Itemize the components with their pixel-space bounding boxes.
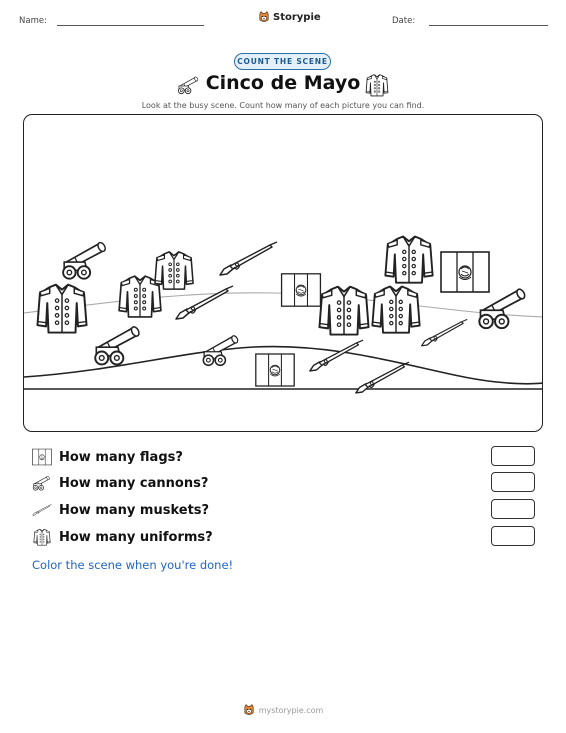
scene-musket bbox=[220, 242, 277, 275]
question-text: How many flags? bbox=[59, 449, 183, 465]
scene-flag bbox=[441, 252, 489, 292]
scene-cannon bbox=[63, 241, 107, 278]
question-cannons bbox=[32, 472, 537, 494]
scene-cannon bbox=[203, 335, 239, 366]
answer-box-cannons[interactable] bbox=[491, 472, 535, 492]
page-title: Cinco de Mayo bbox=[205, 72, 361, 94]
scene-uniform bbox=[155, 252, 193, 289]
scene-uniform bbox=[319, 287, 368, 335]
scene-frame bbox=[23, 114, 543, 432]
scene-flag bbox=[256, 354, 294, 386]
scene-uniform bbox=[372, 287, 419, 333]
fox-icon bbox=[243, 704, 255, 716]
name-line[interactable] bbox=[57, 25, 204, 26]
coloring-note: Color the scene when you're done! bbox=[32, 558, 234, 572]
cannon-icon bbox=[32, 474, 52, 492]
brand-logo bbox=[258, 11, 321, 23]
scene-uniform bbox=[385, 237, 432, 283]
question-muskets bbox=[32, 499, 537, 521]
scene-cannon bbox=[479, 288, 526, 328]
answer-box-uniforms[interactable] bbox=[491, 526, 535, 546]
fox-icon bbox=[258, 11, 270, 23]
date-label: Date: bbox=[392, 16, 416, 26]
instructions: Look at the busy scene. Count how many of each picture you can find. bbox=[141, 101, 425, 110]
scene-illustration bbox=[24, 115, 543, 432]
answer-box-muskets[interactable] bbox=[491, 499, 535, 519]
scene-cannon bbox=[95, 326, 140, 365]
scene-musket bbox=[176, 286, 233, 319]
question-text: How many uniforms? bbox=[59, 529, 213, 545]
footer-url[interactable]: mystorypie.com bbox=[258, 705, 324, 715]
footer bbox=[0, 704, 566, 716]
question-flags bbox=[32, 446, 537, 468]
scene-musket bbox=[310, 340, 363, 371]
scene-musket bbox=[422, 319, 468, 345]
question-text: How many cannons? bbox=[59, 475, 209, 491]
category-badge: COUNT THE SCENE bbox=[234, 53, 331, 70]
flag-icon bbox=[32, 448, 52, 466]
date-line[interactable] bbox=[429, 25, 548, 26]
name-label: Name: bbox=[19, 16, 47, 26]
answer-box-flags[interactable] bbox=[491, 446, 535, 466]
question-text: How many muskets? bbox=[59, 502, 210, 518]
question-uniforms bbox=[32, 526, 537, 548]
brand-name: Storypie bbox=[273, 11, 321, 23]
scene-uniform bbox=[37, 285, 86, 333]
musket-icon bbox=[32, 501, 52, 519]
uniform-icon bbox=[32, 528, 52, 546]
uniform-icon bbox=[365, 73, 389, 97]
scene-flag bbox=[282, 274, 321, 306]
